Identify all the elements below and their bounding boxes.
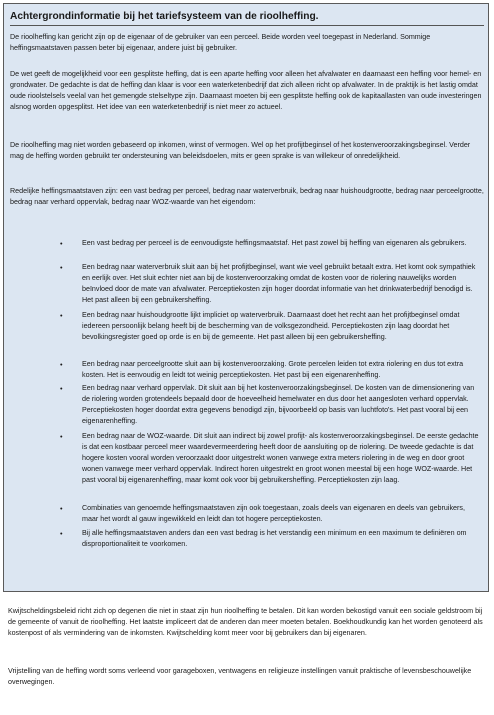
paragraph-split-levy: De wet geeft de mogelijkheid voor een gesplitste heffing, dat is een aparte heffing voor alleen het afvalwater en daarnaast een heffing voor hemel- en grondwater. De gedachte is dat de heffing dan klaar is voor een waterketenbedrijf dat zich alleen richt op afvalwater. In de praktijk is het lastig omdat oude rioolstelsels veelal van het gemengde stelseltype zijn. Daarnaast moeten bij een gesplitste heffing ook de kapitaallasten van oude investeringen alsnog worden opgesplitst. Het idee van een waterketenbedrijf is niet meer zo actueel. (10, 70, 482, 111)
bullet-household-size: Een bedrag naar huishoudgrootte lijkt impliciet op waterverbruik. Daarnaast doet het recht aan het profijtbeginsel omdat iedereen persoonlijk belang heeft bij de bescherming van de volksgezondheid. Perceptiekosten zijn laag doordat het bevolkingsregister goed op orde is en bij de gemeente. Het past alleen bij een gebruikersheffing. (82, 311, 460, 341)
bullet-woz-value: Een bedrag naar de WOZ-waarde. Dit sluit aan indirect bij zowel profijt- als kostenveroorzakingsbeginsel. De eerste gedachte is dat een kostbaar perceel meer waardevermeerdering heeft door de aansluiting op de riolering. De tweede gedachte is dat hogere kosten vooral worden veroorzaakt door uitgestrekt wonen vanwege extra meters riolering in de weg en door groot wonen vanwege meer verhard oppervlak. Indirect horen uitgestrekt en groot wonen meestal bij een hoge WOZ-waarde. Het past vooral bij eigenarenheffing, maar komt ook voor bij gebruikersheffing. Perceptiekosten zijn laag. (82, 432, 479, 484)
bullet-marker: • (60, 263, 63, 272)
bullet-marker: • (60, 529, 63, 538)
bullet-marker: • (60, 384, 63, 393)
bullet-paved-surface: Een bedrag naar verhard oppervlak. Dit sluit aan bij het kostenveroorzakingsbeginsel. De kosten van de dimensionering van de riolering worden grotendeels bepaald door de hoeveelheid hemelwater en dus door het aangesloten verhard oppervlak. Perceptiekosten hoger doordat extra gegevens benodigd zijn, bijvoorbeeld op basis van luchtfoto's. Het past vooral bij een eigenarenheffing. (82, 384, 475, 425)
bullet-water-usage: Een bedrag naar waterverbruik sluit aan bij het profijtbeginsel, want wie veel gebruikt betaalt extra. Het komt ook sympathiek en eerlijk over. Het sluit echter niet aan bij de kostenveroorzaking omdat de kosten voor de riolering nauwelijks worden beïnvloed door de mate van afvalwater. Perceptiekosten zijn hoger doordat informatie van het drinkwaterbedrijf benodigd is. Het past alleen bij een gebruikersheffing. (82, 263, 476, 304)
bullet-marker: • (60, 504, 63, 513)
box-title: Achtergrondinformatie bij het tariefsysteem van de rioolheffing. (10, 11, 319, 22)
bullet-min-max: Bij alle heffingsmaatstaven anders dan een vast bedrag is het verstandig een minimum en een maximum te definiëren om disproportionaliteit te voorkomen. (82, 529, 467, 548)
paragraph-principles: De rioolheffing mag niet worden gebaseerd op inkomen, winst of vermogen. Wel op het profijtbeginsel of het kostenveroorzakingsbeginsel. Verder mag de heffing worden gebruikt ter ondersteuning van beleidsdoelen, mits er geen sprake is van willekeur of onredelijkheid. (10, 141, 471, 160)
bullet-marker: • (60, 239, 63, 248)
bullet-marker: • (60, 432, 63, 441)
paragraph-owner-user: De rioolheffing kan gericht zijn op de eigenaar of de gebruiker van een perceel. Beide worden veel toegepast in Nederland. Sommige heffingsmaatstaven passen beter bij eigenaar, andere juist bij gebruiker. (10, 33, 431, 52)
bullet-marker: • (60, 311, 63, 320)
bullet-plot-size: Een bedrag naar perceelgrootte sluit aan bij kostenveroorzaking. Grote percelen leiden tot extra riolering en dus tot extra kosten. Het is eenvoudig en leidt tot weinig perceptiekosten. Het past bij een eigenarenheffing. (82, 360, 464, 379)
bullet-fixed-amount: Een vast bedrag per perceel is de eenvoudigste heffingsmaatstaf. Het past zowel bij heffing van eigenaren als gebruikers. (82, 239, 467, 247)
info-box (3, 3, 489, 592)
paragraph-exemption: Vrijstelling van de heffing wordt soms verleend voor garageboxen, ventwagens en religieuze instellingen vanuit praktische of levensbeschouwelijke overwegingen. (8, 667, 472, 686)
bullet-combinations: Combinaties van genoemde heffingsmaatstaven zijn ook toegestaan, zoals deels van eigenaren en deels van gebruikers, maar het wordt al gauw ingewikkeld en leidt dan tot hogere perceptiekosten. (82, 504, 465, 523)
bullet-marker: • (60, 360, 63, 369)
paragraph-remission: Kwijtscheldingsbeleid richt zich op degenen die niet in staat zijn hun rioolheffing te betalen. Dit kan worden bekostigd vanuit een sociale geldstroom bij de gemeente of vanuit de rioolheffing. Het laatste impliceert dat de anderen dan meer moeten betalen. Boekhoudkundig kan het worden genoteerd als kostenpost of als vermindering van de inkomsten. Kwijtschelding komt meer voor bij gebruikers dan bij eigenaren. (8, 607, 483, 637)
title-underline (10, 25, 484, 26)
paragraph-measures-intro: Redelijke heffingsmaatstaven zijn: een vast bedrag per perceel, bedrag naar waterverbruik, bedrag naar huishoudgrootte, bedrag naar perceelgrootte, bedrag naar verhard oppervlak, bedrag naar WOZ-waarde van het eigendom: (10, 187, 484, 206)
